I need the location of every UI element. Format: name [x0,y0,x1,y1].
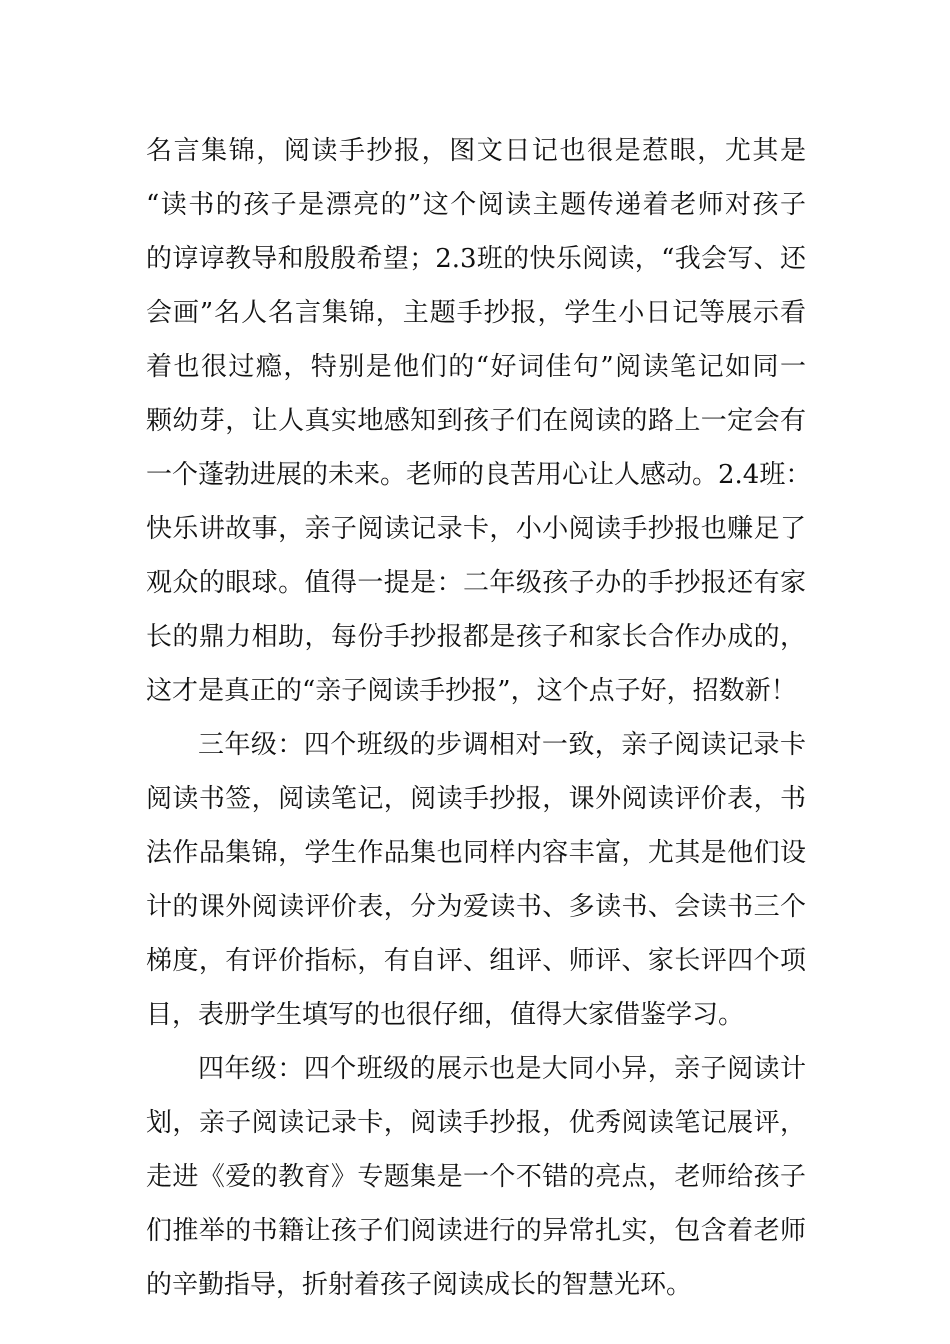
text-line: 目，表册学生填写的也很仔细，值得大家借鉴学习。 [146,1000,745,1030]
text-line: 梯度，有评价指标，有自评、组评、师评、家长评四个项 [146,946,806,976]
text-line: 着也很过瘾，特别是他们的“好词佳句”阅读笔记如同一 [146,352,806,382]
text-line: 阅读书签，阅读笔记，阅读手抄报，课外阅读评价表，书 [146,784,806,814]
text-line: 们推举的书籍让孩子们阅读进行的异常扎实，包含着老师 [146,1216,806,1246]
text-line: 法作品集锦，学生作品集也同样内容丰富，尤其是他们设 [146,838,806,868]
text-line: 观众的眼球。值得一提是：二年级孩子办的手抄报还有家 [146,568,806,598]
text-line: 快乐讲故事，亲子阅读记录卡，小小阅读手抄报也赚足了 [146,514,806,544]
text-line: 划，亲子阅读记录卡，阅读手抄报，优秀阅读笔记展评， [146,1108,806,1138]
body-text [146,124,812,1312]
text-line: 名言集锦，阅读手抄报，图文日记也很是惹眼，尤其是 [146,136,806,166]
text-line: 颗幼芽，让人真实地感知到孩子们在阅读的路上一定会有 [146,406,806,436]
text-line: 走进《爱的教育》专题集是一个不错的亮点，老师给孩子 [146,1162,806,1192]
text-line: 一个蓬勃进展的未来。老师的良苦用心让人感动。2.4班： [146,460,812,490]
text-line: 这才是真正的“亲子阅读手抄报”，这个点子好，招数新！ [146,676,797,706]
text-line: 计的课外阅读评价表，分为爱读书、多读书、会读书三个 [146,892,806,922]
text-line: 的辛勤指导，折射着孩子阅读成长的智慧光环。 [146,1270,693,1300]
paragraph-first-line: 三年级：四个班级的步调相对一致，亲子阅读记录卡 [198,730,806,760]
text-line: “读书的孩子是漂亮的”这个阅读主题传递着老师对孩子 [146,190,806,220]
text-line: 会画”名人名言集锦，主题手抄报，学生小日记等展示看 [146,298,806,328]
text-line: 的谆谆教导和殷殷希望；2.3班的快乐阅读，“我会写、还 [146,244,806,274]
text-line: 长的鼎力相助，每份手抄报都是孩子和家长合作办成的， [146,622,806,652]
paragraph-first-line: 四年级：四个班级的展示也是大同小异，亲子阅读计 [198,1054,806,1084]
